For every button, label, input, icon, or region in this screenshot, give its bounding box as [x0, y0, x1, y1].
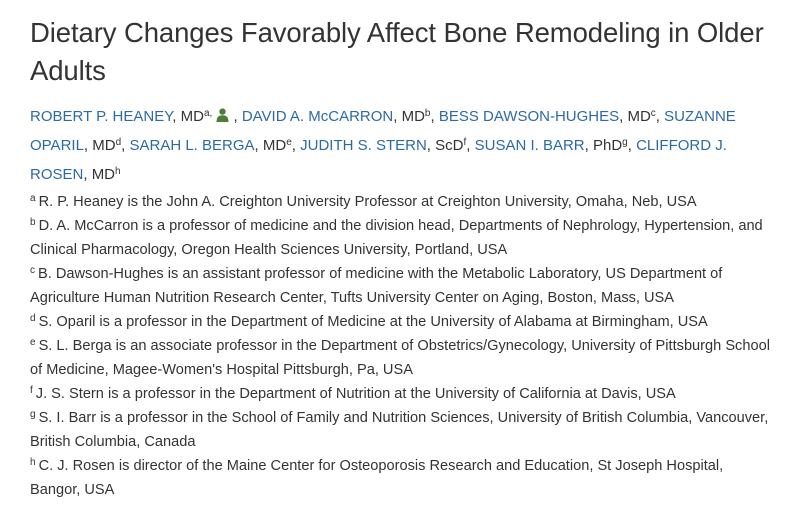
- affiliation-label: f: [30, 385, 33, 396]
- author-list: ROBERT P. HEANEY, $MD^{a,}$ , DAVID A. McCARRON, $MD^b$, BESS DAWSON-HUGHES, $MD^c$, SUZANNE OPARIL, $MD^d$, SARAH L. BERGA, MDe, JUDITH S. STERN, ScD$^f$, SUSAN I. BARR, PhD$^g$, CLIFFORD J. ROSEN, $MD^h$: [30, 108, 736, 183]
- affiliation-item: [30, 406, 776, 454]
- author-degree: PhD: [592, 137, 623, 154]
- affiliation-text: R. P. Heaney is the John A. Creighton University Professor at Creighton University, Omaha, Neb, USA: [38, 194, 697, 210]
- affiliation-label: h: [30, 457, 36, 468]
- author-link[interactable]: SARAH L. BERGA: [129, 137, 255, 154]
- affiliation-item: [30, 190, 776, 214]
- affiliation-label: d: [30, 313, 36, 324]
- affiliation-label: c: [30, 265, 35, 276]
- affiliation-text: S. L. Berga is an associate professor in the Department of Obstetrics/Gynecology, University of Pittsburgh School of Medicine, Magee-Women's Hospital Pittsburgh, Pa, USA: [30, 338, 770, 378]
- affiliation-item: [30, 334, 776, 382]
- affiliation-item: [30, 310, 776, 334]
- affiliation-mark[interactable]: e: [286, 137, 292, 148]
- author-degree: MD: [401, 108, 425, 125]
- author-link[interactable]: BESS DAWSON-HUGHES: [438, 108, 620, 125]
- affiliation-list: [30, 190, 776, 502]
- affiliation-mark[interactable]: a,: [203, 108, 213, 119]
- author-link[interactable]: SUSAN I. BARR: [474, 137, 585, 154]
- author-link[interactable]: CLIFFORD J. ROSEN: [30, 137, 727, 183]
- affiliation-label: a: [30, 193, 36, 204]
- author-degree: MD: [627, 108, 651, 125]
- affiliation-mark[interactable]: g: [622, 137, 628, 148]
- article-title: Dietary Changes Favorably Affect Bone Remodeling in Older Adults: [30, 17, 764, 86]
- affiliation-mark[interactable]: h: [115, 166, 121, 177]
- affiliation-mark[interactable]: f: [463, 137, 467, 148]
- affiliation-text: S. I. Barr is a professor in the School of Family and Nutrition Sciences, University of British Columbia, Vancouver, British Columbia, Canada: [30, 410, 769, 450]
- affiliation-item: [30, 382, 776, 406]
- person-icon[interactable]: [216, 108, 229, 122]
- affiliation-item: [30, 214, 776, 262]
- author-link[interactable]: JUDITH S. STERN: [300, 137, 427, 154]
- affiliation-text: S. Oparil is a professor in the Department of Medicine at the University of Alabama at Birmingham, USA: [38, 314, 708, 330]
- affiliation-label: e: [30, 337, 36, 348]
- author-degree: ScD: [435, 137, 464, 154]
- author-degree: MD: [180, 108, 204, 125]
- affiliation-mark[interactable]: b: [424, 108, 431, 119]
- author-link[interactable]: ROBERT P. HEANEY: [30, 108, 173, 125]
- author-link[interactable]: SUZANNE OPARIL: [30, 108, 736, 154]
- affiliation-text: C. J. Rosen is director of the Maine Center for Osteoporosis Research and Education, St Joseph Hospital, Bangor, USA: [30, 458, 724, 498]
- affiliation-item: [30, 454, 776, 502]
- author-degree: MD: [92, 137, 116, 154]
- affiliation-text: B. Dawson-Hughes is an assistant professor of medicine with the Metabolic Laboratory, US Department of Agriculture Human Nutrition Research Center, Tufts University Center on Aging, Boston, Mass, USA: [30, 266, 723, 306]
- affiliation-text: J. S. Stern is a professor in the Department of Nutrition at the University of California at Davis, USA: [35, 386, 676, 402]
- author-degree: MD: [262, 137, 287, 154]
- affiliation-label: g: [30, 409, 36, 420]
- affiliation-label: b: [30, 217, 36, 228]
- affiliation-text: D. A. McCarron is a professor of medicine and the division head, Departments of Nephrology, Hypertension, and Clinical Pharmacology, Oregon Health Sciences University, Portland, USA: [30, 218, 763, 258]
- affiliation-mark[interactable]: d: [115, 137, 122, 148]
- author-link[interactable]: DAVID A. McCARRON: [241, 108, 394, 125]
- affiliation-mark[interactable]: c: [650, 108, 656, 119]
- affiliation-item: [30, 262, 776, 310]
- author-degree: MD: [91, 166, 116, 183]
